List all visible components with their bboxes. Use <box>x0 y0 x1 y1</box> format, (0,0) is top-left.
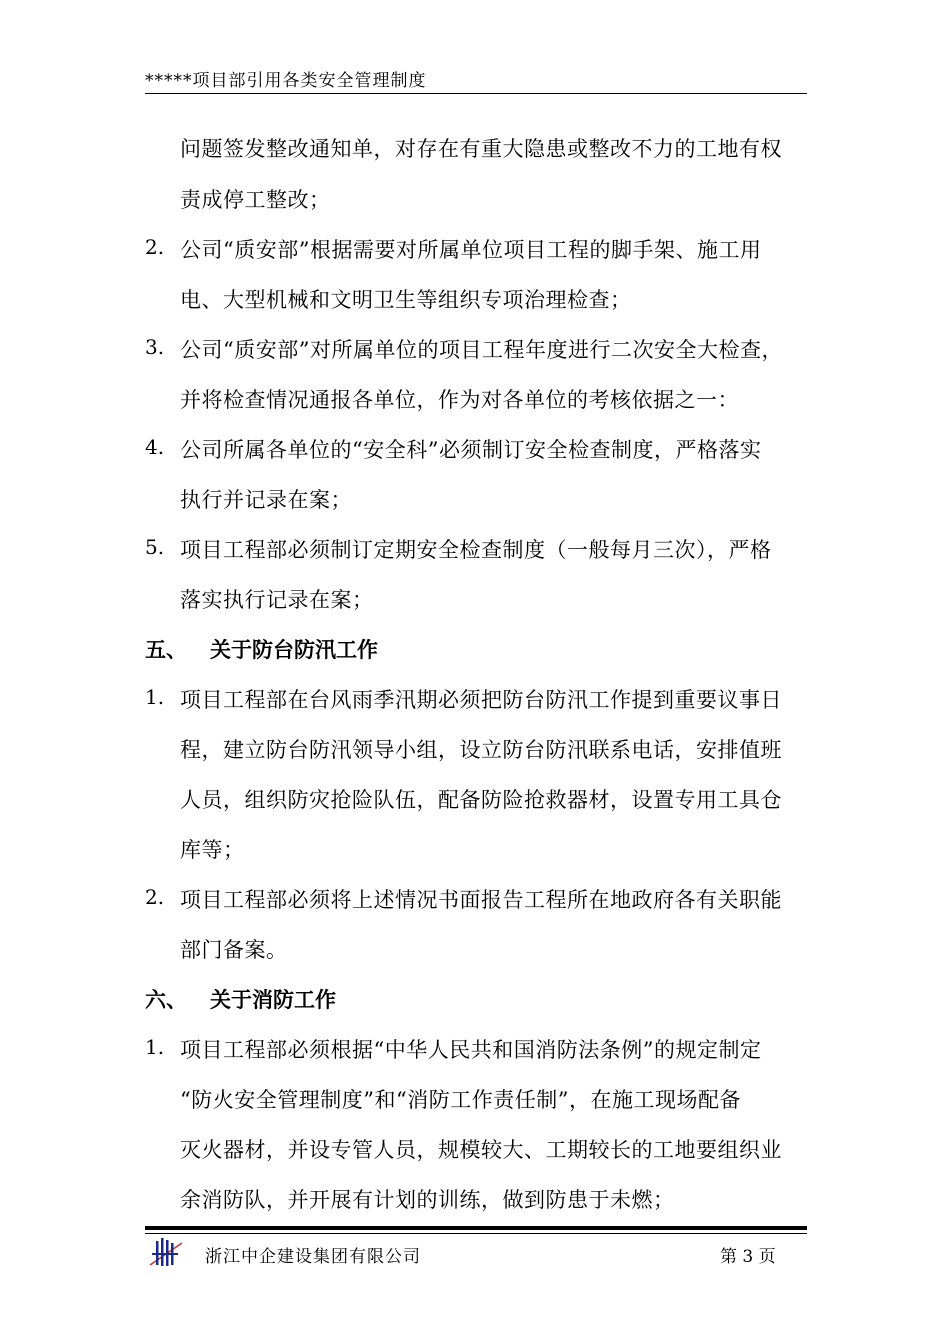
list-item-number: 2. <box>145 235 165 259</box>
list-item-line: 灭火器材，并设专管人员，规模较大、工期较长的工地要组织业 <box>180 1138 782 1162</box>
list-item-line: 库等； <box>180 838 245 862</box>
header-title: *****项目部引用各类安全管理制度 <box>145 71 427 91</box>
footer-divider-thin <box>145 1233 807 1234</box>
list-item-line: 部门备案。 <box>180 938 288 962</box>
section-heading: 关于防台防汛工作 <box>210 638 378 662</box>
list-item-line: 人员，组织防灾抢险队伍，配备防险抢救器材，设置专用工具仓 <box>180 788 782 812</box>
paragraph-line: 责成停工整改； <box>180 188 331 212</box>
list-item-number: 5. <box>145 535 165 559</box>
paragraph-line: 问题签发整改通知单，对存在有重大隐患或整改不力的工地有权 <box>180 137 782 161</box>
list-item-line: 电、大型机械和文明卫生等组织专项治理检查； <box>180 288 632 312</box>
list-item-line: 公司“质安部”对所属单位的项目工程年度进行二次安全大检查， <box>180 338 783 362</box>
section-heading: 关于消防工作 <box>210 988 336 1012</box>
list-item-line: “防火安全管理制度”和“消防工作责任制”，在施工现场配备 <box>180 1088 741 1112</box>
list-item-number: 1. <box>145 1035 165 1059</box>
list-item-line: 公司所属各单位的“安全科”必须制订安全检查制度，严格落实 <box>180 438 762 462</box>
company-logo-icon <box>148 1235 184 1271</box>
list-item-line: 公司“质安部”根据需要对所属单位项目工程的脚手架、施工用 <box>180 238 762 262</box>
list-item-line: 执行并记录在案； <box>180 488 352 512</box>
list-item-number: 2. <box>145 885 165 909</box>
footer-divider-thick <box>145 1226 807 1230</box>
list-item-line: 落实执行记录在案； <box>180 588 374 612</box>
list-item-line: 项目工程部在台风雨季汛期必须把防台防汛工作提到重要议事日 <box>180 688 782 712</box>
list-item-number: 4. <box>145 435 165 459</box>
list-item-line: 项目工程部必须将上述情况书面报告工程所在地政府各有关职能 <box>180 888 782 912</box>
list-item-number: 1. <box>145 685 165 709</box>
list-item-line: 项目工程部必须制订定期安全检查制度（一般每月三次），严格 <box>180 538 772 562</box>
list-item-line: 余消防队，并开展有计划的训练，做到防患于未燃； <box>180 1188 675 1212</box>
list-item-line: 程，建立防台防汛领导小组，设立防台防汛联系电话，安排值班 <box>180 738 782 762</box>
footer-page-number: 第 3 页 <box>720 1247 776 1267</box>
list-item-number: 3. <box>145 335 165 359</box>
list-item-line: 项目工程部必须根据“中华人民共和国消防法条例”的规定制定 <box>180 1038 762 1062</box>
footer-company-name: 浙江中企建设集团有限公司 <box>205 1247 421 1267</box>
list-item-line: 并将检查情况通报各单位，作为对各单位的考核依据之一： <box>180 388 739 412</box>
section-number: 五、 <box>145 638 187 662</box>
section-number: 六、 <box>145 988 187 1012</box>
